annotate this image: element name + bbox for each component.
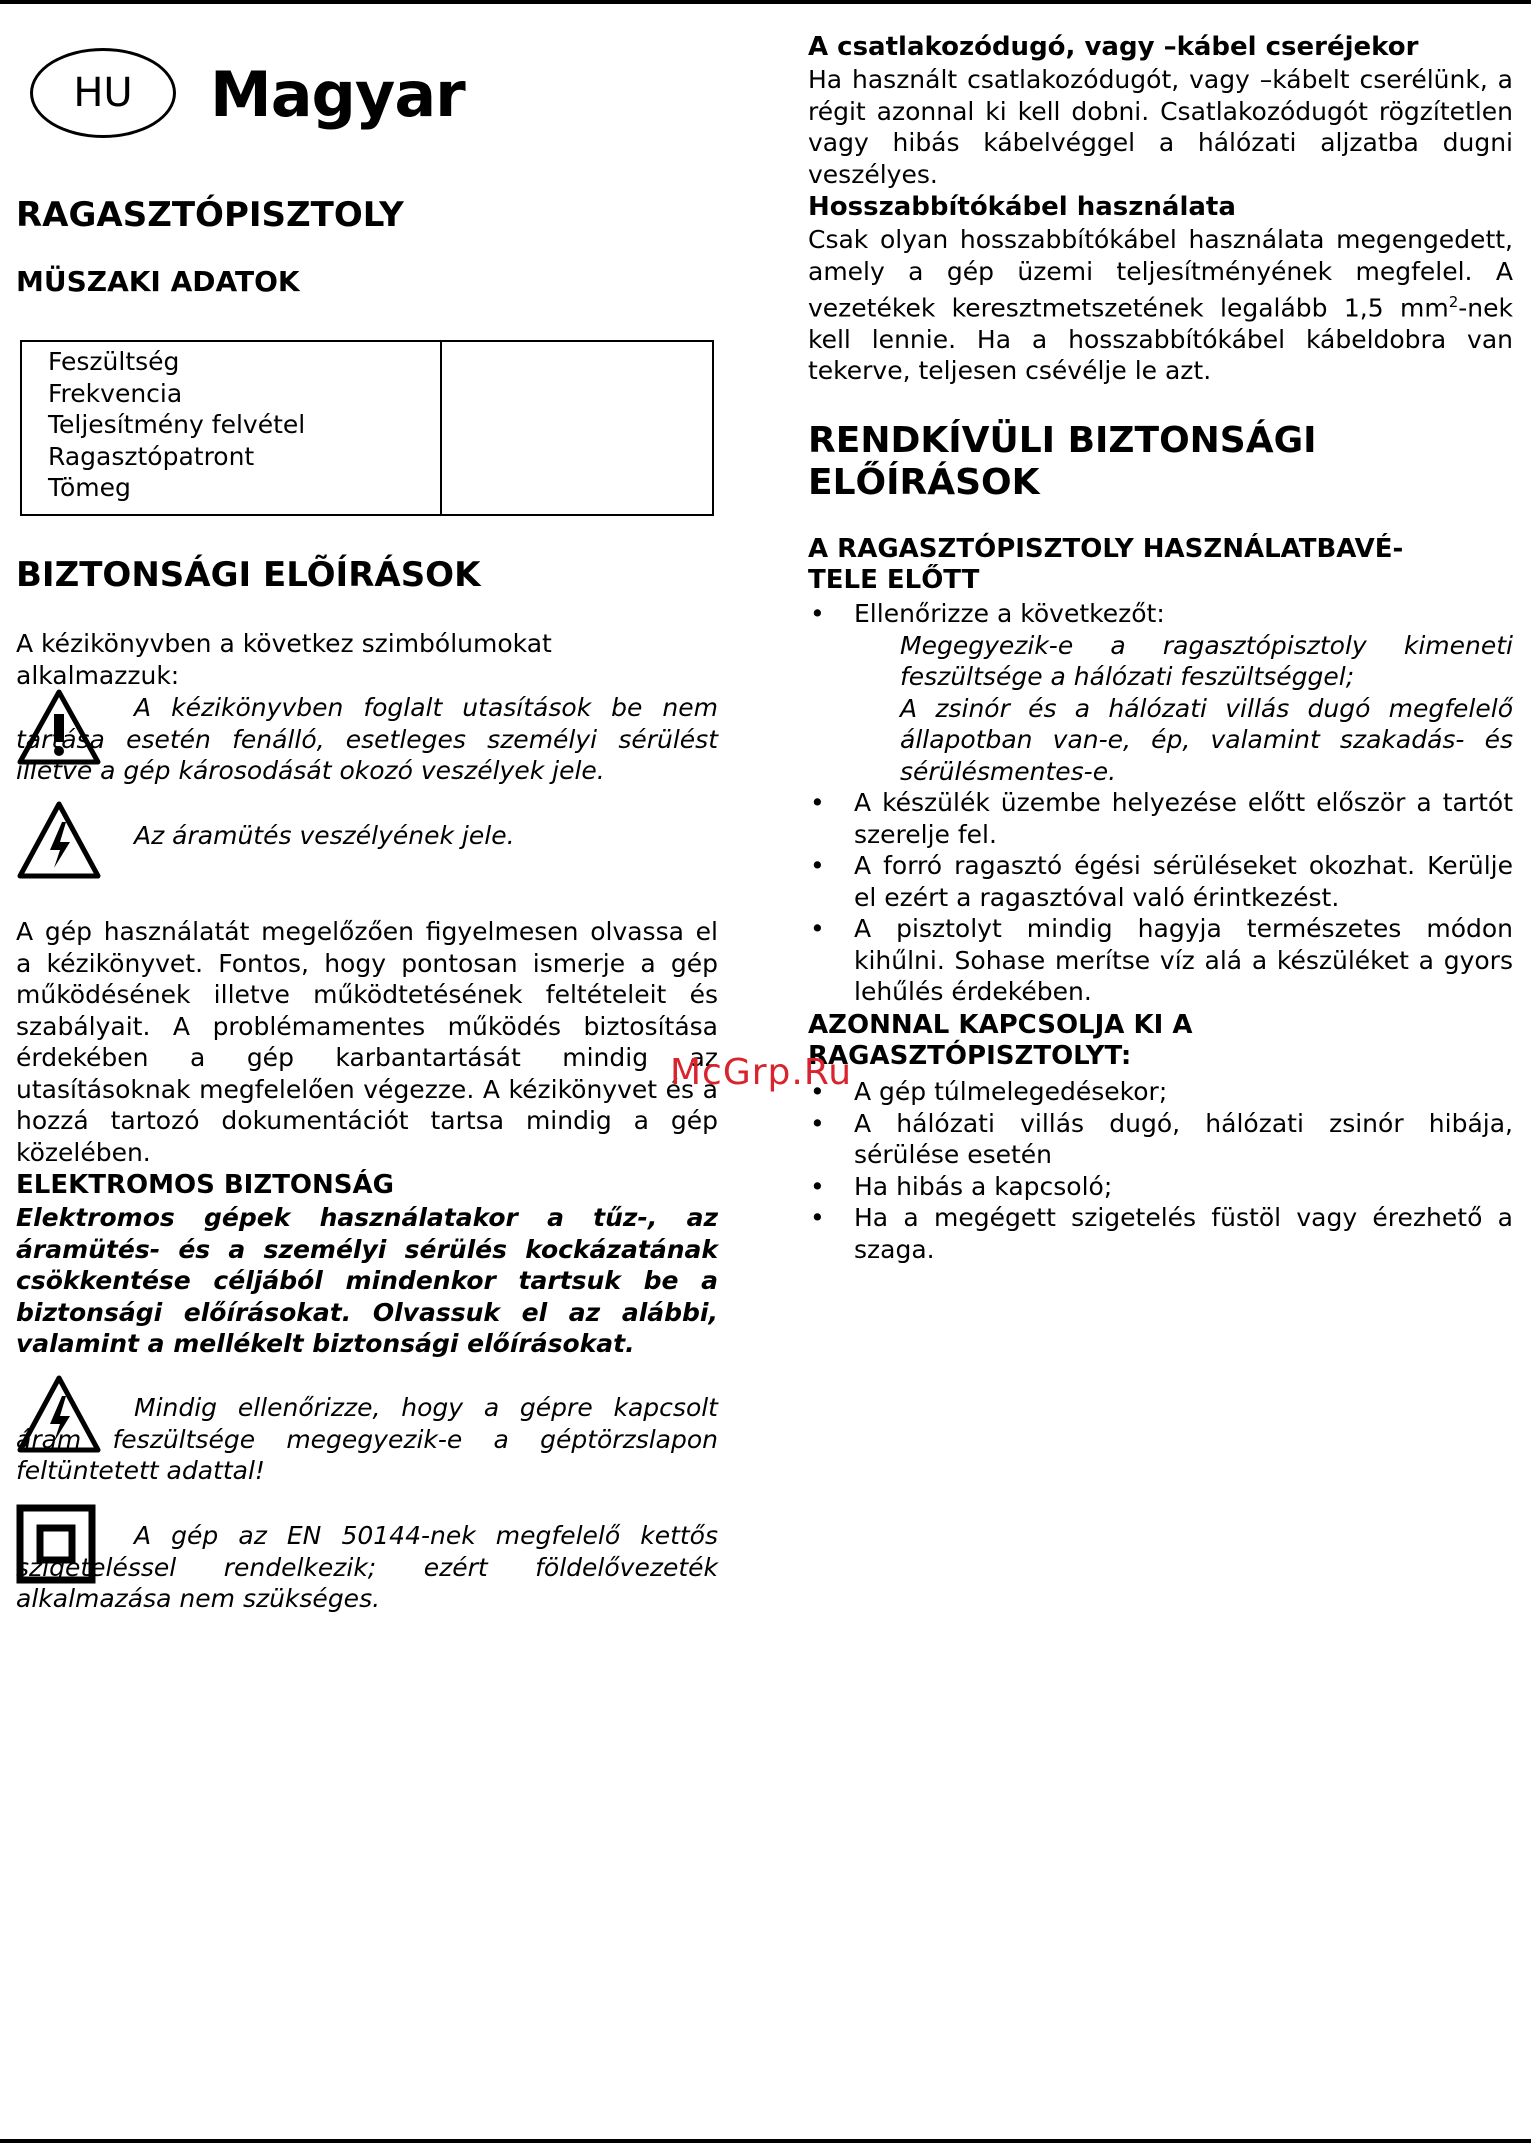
extension-heading: Hosszabbítókábel használata bbox=[808, 192, 1236, 222]
switch-off-heading-line-1: AZONNAL KAPCSOLJA KI A bbox=[808, 1010, 1193, 1040]
list-item bbox=[808, 598, 1513, 787]
safety-heading: BIZTONSÁGI ELÕÍRÁSOK bbox=[16, 555, 481, 595]
special-heading-line-2: ELŐÍRÁSOK bbox=[808, 462, 1040, 503]
list-item: • Ha hibás a kapcsoló; bbox=[808, 1171, 1513, 1203]
read-manual-paragraph: A gép használatát megelőzően figyelmesen olvassa el a kézikönyvet. Fontos, hogy pontosan ismerje a gép működésének illetve működtetésének feltételeit és szabályait. A problémamentes működés biztosítása érdekében a gép karbantartását mindig az utasításoknak megfelelően végezze. A kézikönyvet és a hozzá tartozó dokumentációt tartsa mindig a gép közelében. bbox=[16, 917, 718, 1167]
list-item: • A pisztolyt mindig hagyja természetes módon kihűlni. Sohase merítse víz alá a készüléket a gyors lehűlés érdekében. bbox=[808, 913, 1513, 1008]
specs-labels bbox=[21, 341, 441, 515]
check-label: Ellenőrizze a következőt: bbox=[854, 599, 1165, 628]
list-item: • Ha a megégett szigetelés füstöl vagy érezhető a szaga. bbox=[808, 1202, 1513, 1265]
specs-table bbox=[20, 340, 714, 516]
spec-label: Tömeg bbox=[48, 473, 131, 502]
extension-text-a: Csak olyan hosszabbítókábel használata megengedett, amely a gép üzemi teljesítményének megfelel. A vezetékek keresztmetszetének legalább 1,5 mm bbox=[808, 225, 1513, 323]
electric-safety-heading: ELEKTROMOS BIZTONSÁG bbox=[16, 1170, 394, 1200]
before-heading-line-1: A RAGASZTÓPISZTOLY HASZNÁLATBAVÉ- bbox=[808, 534, 1404, 564]
product-title: RAGASZTÓPISZTOLY bbox=[16, 195, 404, 235]
language-title: Magyar bbox=[210, 58, 465, 131]
language-badge bbox=[30, 48, 176, 138]
plug-heading: A csatlakozódugó, vagy –kábel cseréjekor bbox=[808, 32, 1419, 62]
switch-off-heading bbox=[808, 1010, 1192, 1072]
extension-text bbox=[808, 224, 1513, 387]
spec-label: Feszültség bbox=[48, 347, 180, 376]
voltage-check-text: Mindig ellenőrizze, hogy a gépre kapcsolt áram feszültsége megegyezik-e a géptörzslapon feltüntetett adattal! bbox=[16, 1393, 718, 1485]
switch-off-list bbox=[808, 1076, 1513, 1265]
list-item: • A forró ragasztó égési sérüléseket okozhat. Kerülje el ezért a ragasztóval való érintkezést. bbox=[808, 850, 1513, 913]
extension-text-b: -nek kell lennie. Ha a hosszabbítókábel kábeldobra van tekerve, teljesen csévélje le azt. bbox=[808, 293, 1513, 386]
symbols-intro: A kézikönyvben a következ szimbólumokat alkalmazzuk: bbox=[16, 629, 552, 690]
check-sub-1: Megegyezik-e a ragasztópisztoly kimeneti feszültsége a hálózati feszültséggel; bbox=[900, 630, 1513, 691]
plug-text: Ha használt csatlakozódugót, vagy –kábelt cserélünk, a régit azonnal ki kell dobni. Csatlakozódugót rögzítetlen vagy hibás kábelvéggel a hálózati aljzatba dugni veszélyes. bbox=[808, 65, 1513, 189]
extension-superscript: 2 bbox=[1448, 293, 1459, 311]
spec-label: Frekvencia bbox=[48, 378, 183, 408]
spec-label: Teljesítmény felvétel bbox=[48, 410, 306, 439]
warning-symbol-text: A kézikönyvben foglalt utasítások be nem tartása esetén fenálló, esetleges személyi sérülést illetve a gép károsodását okozó veszélyek jele. bbox=[16, 693, 718, 785]
language-code: HU bbox=[73, 70, 133, 116]
electric-safety-text: Elektromos gépek használatakor a tűz-, az áramütés- és a személyi sérülés kockázatának csökkentése céljából mindenkor tartsuk be a biztonsági előírásokat. Olvassuk el az alábbi, valamint a mellékelt biztonsági előírásokat. bbox=[16, 1203, 718, 1358]
before-use-heading bbox=[808, 534, 1403, 596]
check-sub-2: A zsinór és a hálózati villás dugó megfelelő állapotban van-e, ép, valamint szakadás- és sérülésmentes-e. bbox=[900, 693, 1513, 786]
list-item: • A hálózati villás dugó, hálózati zsinór hibája, sérülése esetén bbox=[808, 1108, 1513, 1171]
specs-heading: MÜSZAKI ADATOK bbox=[16, 265, 300, 298]
before-heading-line-2: TELE ELŐTT bbox=[808, 565, 980, 595]
before-use-list bbox=[808, 598, 1513, 1008]
double-insulation-text: A gép az EN 50144-nek megfelelő kettős szigeteléssel rendelkezik; ezért földelővezeték alkalmazása nem szükséges. bbox=[16, 1521, 718, 1613]
special-heading bbox=[808, 420, 1317, 504]
spec-label: Ragasztópatront bbox=[48, 441, 255, 471]
switch-off-heading-line-2: RAGASZTÓPISZTOLYT: bbox=[808, 1041, 1132, 1071]
watermark: McGrp.Ru bbox=[670, 1052, 853, 1093]
specs-values bbox=[441, 341, 713, 515]
list-item: • A gép túlmelegedésekor; bbox=[808, 1076, 1513, 1108]
electric-shock-icon bbox=[16, 800, 102, 880]
special-heading-line-1: RENDKÍVÜLI BIZTONSÁGI bbox=[808, 420, 1317, 461]
bottom-rule bbox=[0, 2139, 1531, 2143]
top-rule bbox=[0, 0, 1531, 4]
list-item: • A készülék üzembe helyezése előtt először a tartót szerelje fel. bbox=[808, 787, 1513, 850]
shock-symbol-text: Az áramütés veszélyének jele. bbox=[134, 821, 515, 850]
